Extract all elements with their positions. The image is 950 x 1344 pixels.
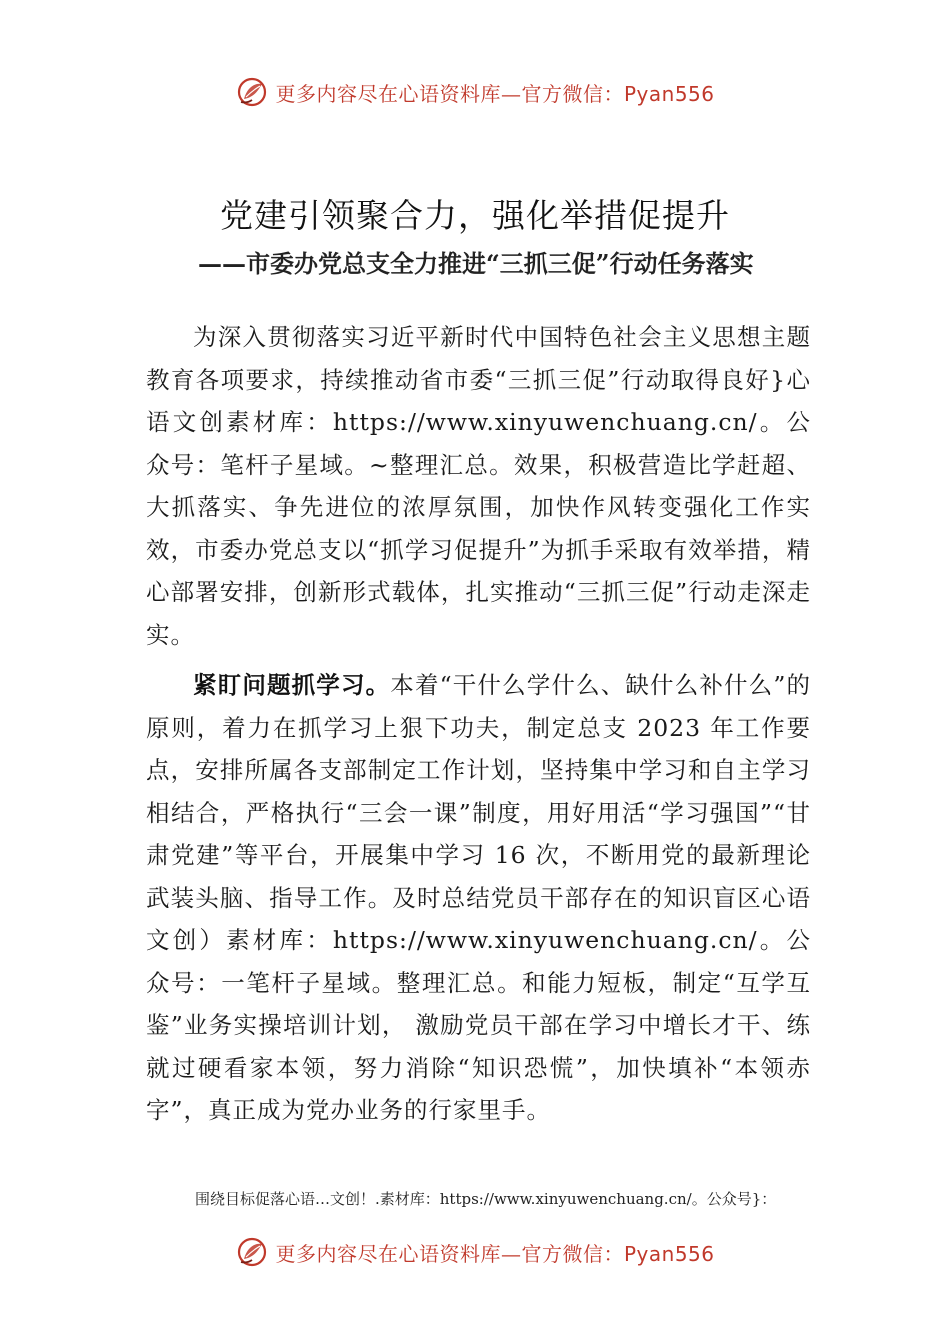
banner-wechat-id: Pyan556 — [623, 81, 715, 106]
banner-text — [275, 78, 714, 107]
header-banner — [0, 72, 950, 112]
banner-text — [275, 1238, 714, 1267]
footer-banner — [0, 1232, 950, 1272]
document-subtitle: ——市委办党总支全力推进“三抓三促”行动任务落实 — [198, 249, 754, 278]
paragraph-study — [146, 664, 811, 1132]
footer-line: 围绕目标促落心语…文创！.素材库：https://www.xinyuwenchuang.cn/。公众号}： — [195, 1190, 777, 1208]
leaf-swirl-icon — [235, 75, 269, 109]
banner-text-zh: 更多内容尽在心语资料库—官方微信： — [275, 1241, 624, 1266]
leaf-swirl-icon — [235, 1235, 269, 1269]
paragraph-intro: 为深入贯彻落实习近平新时代中国特色社会主义思想主题教育各项要求，持续推动省市委“三抓三促”行动取得良好}心语文创素材库：https://www.xinyuwenchuang.cn/。公众号：笔杆子星域。~整理汇总。效果，积极营造比学赶超、大抓落实、争先进位的浓厚氛围，加快作风转变强化工作实效，市委办党总支以“抓学习促提升”为抓手采取有效举措，精心部署安排，创新形式载体，扎实推动“三抓三促”行动走深走实。 — [146, 323, 811, 649]
document-title: 党建引领聚合力，强化举措促提升 — [220, 196, 730, 235]
paragraph-study-body: 本着“干什么学什么、缺什么补什么”的原则，着力在抓学习上狠下功夫，制定总支 2023 年工作要点，安排所属各支部制定工作计划，坚持集中学习和自主学习相结合，严格执行“三会一课”制度，用好用活“学习强国”“甘肃党建”等平台，开展集中学习 16 次，不断用党的最新理论武装头脑、指导工作。及时总结党员干部存在的知识盲区心语文创）素材库：https://www.xinyuwenchuang.cn/。公众号：一笔杆子星域。整理汇总。和能力短板，制定“互学互鉴”业务实操培训计划， 激励党员干部在学习中增长才干、练就过硬看家本领，努力消除“知识恐慌”，加快填补“本领赤字”，真正成为党办业务的行家里手。 — [146, 671, 812, 1124]
banner-wechat-id: Pyan556 — [623, 1241, 715, 1266]
paragraph-lead-heading: 紧盯问题抓学习。 — [193, 671, 391, 699]
banner-text-zh: 更多内容尽在心语资料库—官方微信： — [275, 81, 624, 106]
